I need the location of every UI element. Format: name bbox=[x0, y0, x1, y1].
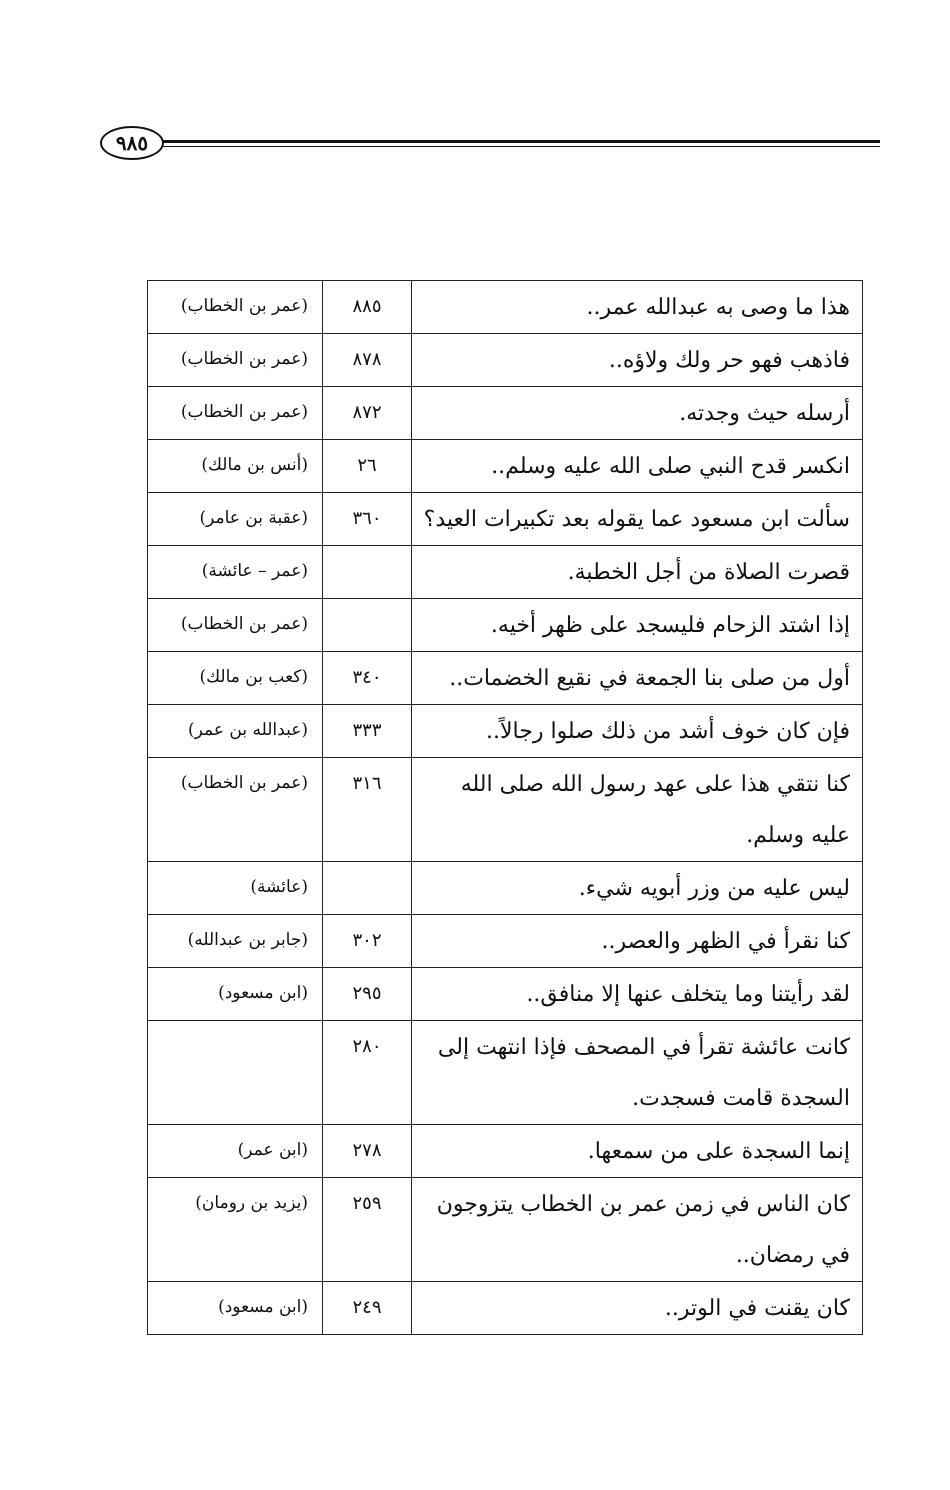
narrator-name: (عبدالله بن عمر) bbox=[148, 705, 323, 758]
table-row bbox=[148, 387, 863, 440]
narrator-name: (عقبة بن عامر) bbox=[148, 493, 323, 546]
table-row bbox=[148, 705, 863, 758]
hadith-text: كان الناس في زمن عمر بن الخطاب يتزوجون في رمضان.. bbox=[412, 1178, 863, 1282]
narrator-name: (عمر بن الخطاب) bbox=[148, 387, 323, 440]
table-row bbox=[148, 1125, 863, 1178]
hadith-text: فإن كان خوف أشد من ذلك صلوا رجالاً.. bbox=[412, 705, 863, 758]
table-row bbox=[148, 599, 863, 652]
hadith-text: كان يقنت في الوتر.. bbox=[412, 1282, 863, 1335]
hadith-text: ليس عليه من وزر أبويه شيء. bbox=[412, 862, 863, 915]
narrator-name: (أنس بن مالك) bbox=[148, 440, 323, 493]
page-reference: ٣١٦ bbox=[323, 758, 412, 862]
narrator-name: (عمر – عائشة) bbox=[148, 546, 323, 599]
hadith-text: إذا اشتد الزحام فليسجد على ظهر أخيه. bbox=[412, 599, 863, 652]
narrator-name bbox=[148, 1021, 323, 1125]
narrator-name: (كعب بن مالك) bbox=[148, 652, 323, 705]
narrator-name: (ابن عمر) bbox=[148, 1125, 323, 1178]
page-reference: ٨٨٥ bbox=[323, 281, 412, 334]
page-reference: ٣٣٣ bbox=[323, 705, 412, 758]
page-reference bbox=[323, 546, 412, 599]
table-row bbox=[148, 915, 863, 968]
table-row bbox=[148, 652, 863, 705]
table-row bbox=[148, 1178, 863, 1282]
narrator-name: (عمر بن الخطاب) bbox=[148, 758, 323, 862]
hadith-text: إنما السجدة على من سمعها. bbox=[412, 1125, 863, 1178]
page-reference bbox=[323, 862, 412, 915]
narrator-name: (عمر بن الخطاب) bbox=[148, 281, 323, 334]
table-row bbox=[148, 281, 863, 334]
page-reference: ٢٧٨ bbox=[323, 1125, 412, 1178]
hadith-text: قصرت الصلاة من أجل الخطبة. bbox=[412, 546, 863, 599]
header-rule bbox=[160, 140, 880, 143]
page-reference: ٣٦٠ bbox=[323, 493, 412, 546]
table-row bbox=[148, 1021, 863, 1125]
page-reference: ٢٤٩ bbox=[323, 1282, 412, 1335]
table-row bbox=[148, 546, 863, 599]
table-row bbox=[148, 440, 863, 493]
page-reference: ٨٧٢ bbox=[323, 387, 412, 440]
narrator-name: (ابن مسعود) bbox=[148, 1282, 323, 1335]
page-number: ٩٨٥ bbox=[100, 126, 164, 160]
hadith-text: انكسر قدح النبي صلى الله عليه وسلم.. bbox=[412, 440, 863, 493]
page-header bbox=[100, 126, 880, 162]
hadith-text: فاذهب فهو حر ولك ولاؤه.. bbox=[412, 334, 863, 387]
page-reference bbox=[323, 599, 412, 652]
page-reference: ٣٤٠ bbox=[323, 652, 412, 705]
page-reference: ٢٩٥ bbox=[323, 968, 412, 1021]
hadith-text: كانت عائشة تقرأ في المصحف فإذا انتهت إلى السجدة قامت فسجدت. bbox=[412, 1021, 863, 1125]
narrator-name: (جابر بن عبدالله) bbox=[148, 915, 323, 968]
hadith-text: لقد رأيتنا وما يتخلف عنها إلا منافق.. bbox=[412, 968, 863, 1021]
hadith-index-table bbox=[147, 280, 863, 1335]
narrator-name: (يزيد بن رومان) bbox=[148, 1178, 323, 1282]
narrator-name: (عائشة) bbox=[148, 862, 323, 915]
narrator-name: (عمر بن الخطاب) bbox=[148, 599, 323, 652]
page-reference: ٣٠٢ bbox=[323, 915, 412, 968]
table-row bbox=[148, 334, 863, 387]
index-table-body bbox=[148, 281, 863, 1335]
narrator-name: (عمر بن الخطاب) bbox=[148, 334, 323, 387]
table-row bbox=[148, 493, 863, 546]
page-reference: ٢٨٠ bbox=[323, 1021, 412, 1125]
hadith-text: أول من صلى بنا الجمعة في نقيع الخضمات.. bbox=[412, 652, 863, 705]
hadith-text: هذا ما وصى به عبدالله عمر.. bbox=[412, 281, 863, 334]
hadith-text: سألت ابن مسعود عما يقوله بعد تكبيرات العيد؟ bbox=[412, 493, 863, 546]
table-row bbox=[148, 968, 863, 1021]
table-row bbox=[148, 1282, 863, 1335]
page-reference: ٨٧٨ bbox=[323, 334, 412, 387]
hadith-text: كنا نقرأ في الظهر والعصر.. bbox=[412, 915, 863, 968]
page-reference: ٢٥٩ bbox=[323, 1178, 412, 1282]
page-reference: ٢٦ bbox=[323, 440, 412, 493]
hadith-text: كنا نتقي هذا على عهد رسول الله صلى الله عليه وسلم. bbox=[412, 758, 863, 862]
table-row bbox=[148, 862, 863, 915]
hadith-text: أرسله حيث وجدته. bbox=[412, 387, 863, 440]
narrator-name: (ابن مسعود) bbox=[148, 968, 323, 1021]
table-row bbox=[148, 758, 863, 862]
header-rule-thin bbox=[162, 146, 880, 147]
